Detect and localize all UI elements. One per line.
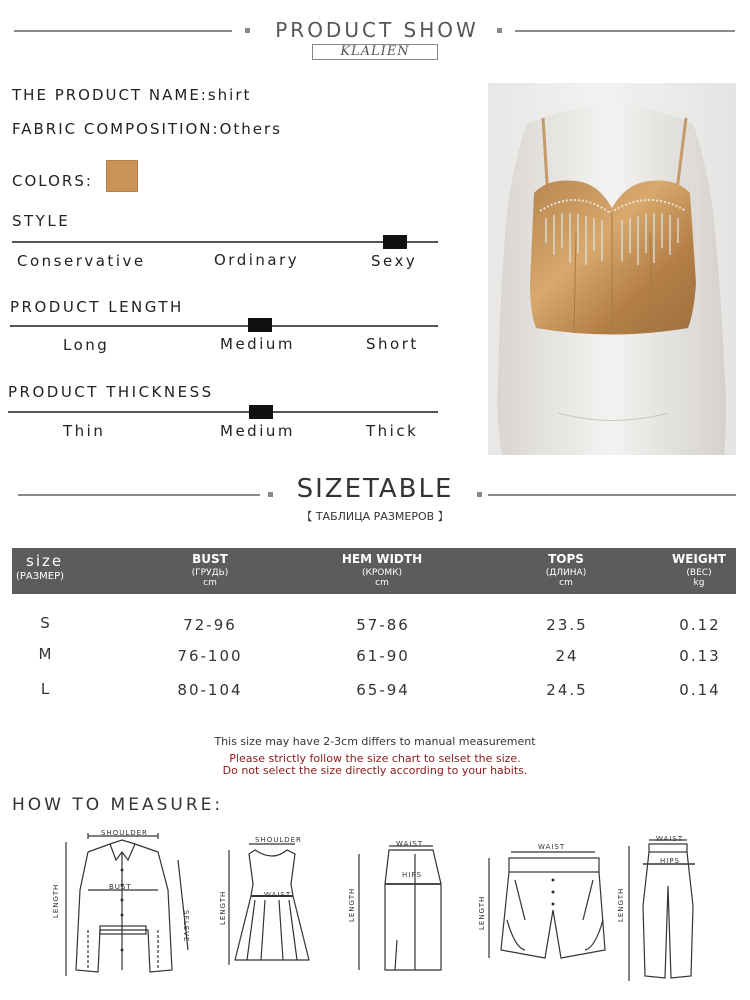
col-size-main: size [26, 552, 64, 570]
habit-warning: Do not select the size directly according to your habits. [222, 764, 528, 777]
length-option-short: Short [366, 335, 419, 353]
col-bust-main: BUST [192, 552, 228, 566]
sizetable-subtitle: 【 ТАБЛИЦА РАЗМЕРОВ 】 [301, 510, 449, 523]
row-weight: 0.12 [679, 616, 721, 634]
row-hem: 57-86 [356, 616, 410, 634]
col-bust-header [170, 548, 250, 588]
col-tops-main: TOPS [548, 552, 584, 566]
shorts-length-label: LENGTH [478, 895, 486, 930]
product-show-title: PRODUCT SHOW [275, 18, 479, 42]
col-bust-unit: cm [203, 578, 217, 588]
style-option-conservative: Conservative [17, 252, 146, 270]
skirt-waist-label: WAIST [396, 840, 424, 848]
pants-length-label: LENGTH [617, 887, 625, 922]
thickness-option-thin: Thin [63, 422, 106, 440]
style-option-sexy: Sexy [371, 252, 418, 270]
product-photo [488, 83, 736, 455]
size-table-header [12, 548, 736, 594]
pants-hips-label: HIPS [660, 857, 680, 865]
col-hem-unit: cm [375, 578, 389, 588]
style-option-ordinary: Ordinary [214, 251, 300, 269]
shirt-sleeve-label: SELEVE [182, 910, 190, 943]
thickness-label: PRODUCT THICKNESS [8, 383, 214, 401]
dress-length-label: LENGTH [219, 890, 227, 925]
row-bust: 76-100 [177, 647, 243, 665]
dress-measure-diagram [225, 840, 315, 980]
sizetable-rule-left [18, 494, 260, 496]
row-weight: 0.13 [679, 647, 721, 665]
thickness-option-thick: Thick [366, 422, 419, 440]
color-swatch[interactable] [106, 160, 138, 192]
fabric-label: FABRIC COMPOSITION: [12, 120, 220, 138]
product-name-value: shirt [207, 86, 252, 104]
col-weight-header [664, 548, 734, 588]
style-marker [383, 235, 407, 249]
col-tops-unit: cm [559, 578, 573, 588]
sizetable-rule-right [488, 494, 736, 496]
col-weight-ru: (ВЕС) [686, 568, 712, 578]
row-hem: 61-90 [356, 647, 410, 665]
pants-waist-label: WAIST [656, 835, 684, 843]
col-bust-ru: (ГРУДЬ) [191, 568, 229, 578]
thickness-marker [249, 405, 273, 419]
row-tops: 23.5 [546, 616, 588, 634]
col-hem-main: HEM WIDTH [341, 552, 423, 566]
row-size: S [40, 614, 52, 632]
row-tops: 24.5 [546, 681, 588, 699]
row-weight: 0.14 [679, 681, 721, 699]
row-size: M [38, 645, 54, 663]
brand-name: KLALIEN [312, 44, 438, 60]
col-hem-header [332, 548, 432, 588]
shirt-shoulder-label: SHOULDER [101, 829, 148, 837]
sizetable-dot-right [477, 492, 482, 497]
length-marker [248, 318, 272, 332]
dress-waist-label: WAIST [264, 891, 292, 899]
fabric-row [12, 120, 282, 138]
row-bust: 80-104 [177, 681, 243, 699]
col-size-ru: (РАЗМЕР) [16, 571, 65, 582]
shirt-bust-label: BUST [109, 883, 132, 891]
col-weight-main: WEIGHT [672, 552, 726, 566]
length-option-long: Long [63, 336, 110, 354]
row-size: L [40, 680, 52, 698]
colors-label: COLORS: [12, 172, 93, 190]
length-label: PRODUCT LENGTH [10, 298, 184, 316]
sizetable-title: SIZETABLE [296, 474, 454, 504]
length-scale-line [10, 325, 438, 327]
shirt-measure-diagram [60, 830, 200, 980]
row-hem: 65-94 [356, 681, 410, 699]
thickness-option-medium: Medium [220, 422, 295, 440]
skirt-length-label: LENGTH [348, 887, 356, 922]
col-size-header [16, 548, 76, 582]
skirt-measure-diagram [355, 840, 450, 980]
header-dot-left [245, 28, 250, 33]
how-to-measure-title: HOW TO MEASURE: [12, 795, 224, 815]
row-tops: 24 [555, 647, 579, 665]
row-bust: 72-96 [183, 616, 237, 634]
header-rule-right [515, 30, 735, 32]
fabric-value: Others [219, 120, 282, 138]
header-rule-left [14, 30, 232, 32]
shorts-waist-label: WAIST [538, 843, 566, 851]
skirt-hips-label: HIPS [402, 871, 422, 879]
dress-shoulder-label: SHOULDER [255, 836, 302, 844]
mannequin-top-illustration [488, 83, 736, 455]
header-dot-right [497, 28, 502, 33]
product-name-label: THE PRODUCT NAME: [12, 86, 208, 104]
style-scale-line [12, 241, 438, 243]
col-hem-ru: (КРОМК) [361, 568, 403, 578]
size-chart-warning: Please strictly follow the size chart to selset the size. [229, 752, 521, 765]
shorts-measure-diagram [485, 840, 615, 970]
shirt-length-label: LENGTH [52, 883, 60, 918]
length-option-medium: Medium [220, 335, 295, 353]
sizetable-dot-left [268, 492, 273, 497]
measurement-note: This size may have 2-3cm differs to manual measurement [214, 735, 536, 748]
thickness-scale-line [8, 411, 438, 413]
col-weight-unit: kg [693, 578, 705, 588]
style-label: STYLE [12, 212, 71, 230]
product-name-row [12, 86, 251, 104]
col-tops-header [526, 548, 606, 588]
col-tops-ru: (ДЛИНА) [545, 568, 587, 578]
